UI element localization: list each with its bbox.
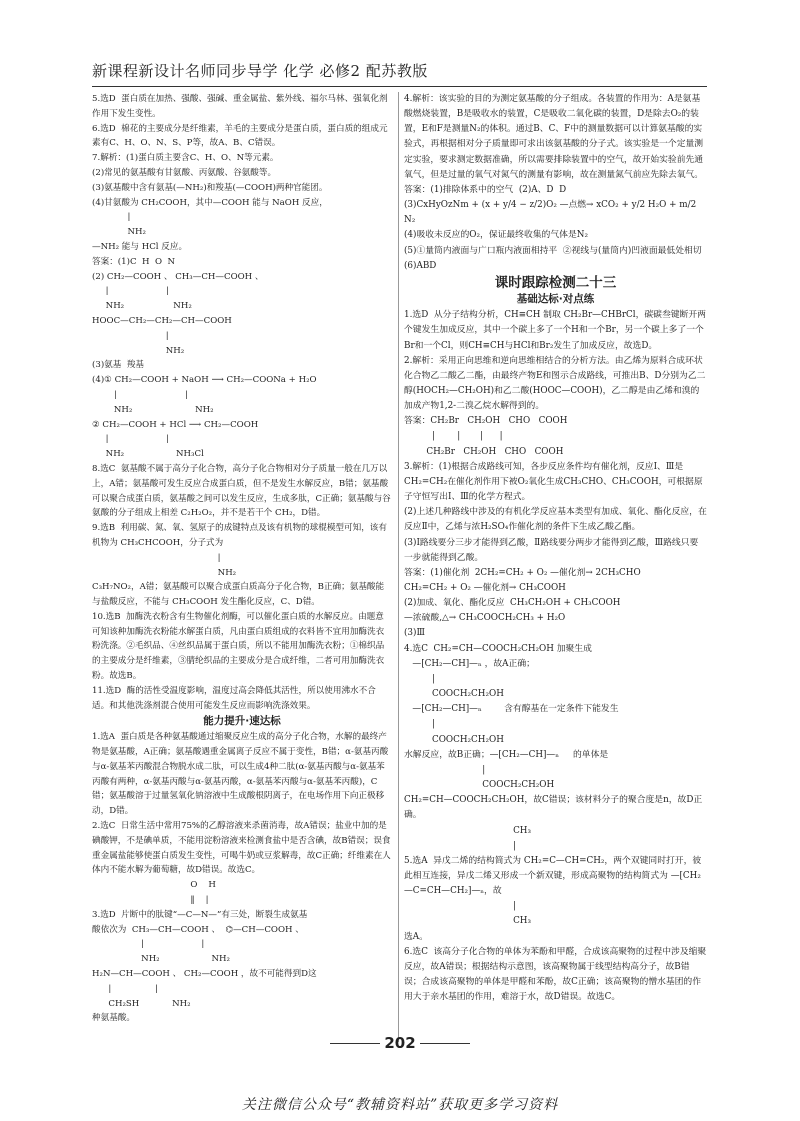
text-block: 2.解析：采用正向思维和逆向思维相结合的分析方法。由乙烯为原料合成环状化合物乙二酸乙二酯，由最终产物E和图示合成路线，可推出B、D分别为乙二醇(HOCH₂—CH₂OH)和乙二酸(HOOC—COOH)，乙二醇是由乙烯和溴的加成产物1,2-二溴乙烷水解得到的。 bbox=[404, 355, 706, 412]
text-block: 9.选B 利用碳、氮、氧、氢原子的成键特点及该有机物的球棍模型可知，该有机物为 CH₃CHCOOH，分子式为 | NH₂ bbox=[92, 523, 387, 578]
text-block: 1.选D 从分子结构分析，CH≡CH 制取 CH₂Br—CHBrCl，碳碳叁键断开两个键发生加成反应，其中一个碳上多了一个H和一个Br，另一个碳上多了一个Br和一个Cl，则CH≡CH与HCl和Br₂发生了加成反应，故选D。 bbox=[404, 310, 706, 351]
text-block: | NH₂ bbox=[127, 212, 146, 238]
text-block: (3)氨基 羧基 bbox=[92, 360, 145, 371]
text-block: (4)甘氨酸为 CH₂COOH，其中—COOH 能与 NaOH 反应， bbox=[92, 197, 328, 208]
text-block: H₂N—CH—COOH 、 CH₂—COOH ，故不可能得到D这 | | CH₂SH NH₂ bbox=[92, 969, 317, 1009]
text-block: 2.选C 日常生活中常用75%的乙醇溶液来杀菌消毒，故A错误；盐业中加的是碘酸钾，不是碘单质，不能用淀粉溶液来检测食盐中是否含碘，故B错误；误食重金属盐能够使蛋白质发生变性，可喝牛奶或豆浆解毒，故C正确；纤维素在人体内不能水解为葡萄糖，故D错误。故选C。 bbox=[92, 821, 391, 876]
text-block: 水解反应，故B正确；—[CH₂—CH]—ₙ 的单体是 | COOCH₂CH₂OH bbox=[404, 749, 609, 791]
text-block: (2)加成、氧化、酯化反应 CH₃CH₂OH + CH₃COOH bbox=[404, 598, 621, 609]
text-block: 答案：CH₂Br CH₂OH CHO COOH | | | | CH₂Br CH₂OH CHO COOH bbox=[404, 416, 568, 457]
section-heading: 基础达标·对点练 bbox=[516, 293, 595, 306]
text-block: HOOC—CH₂—CH₂—CH—COOH | NH₂ bbox=[92, 315, 232, 356]
section-heading: 能力提升·速达标 bbox=[203, 715, 281, 728]
text-block: (4)① CH₂—COOH + NaOH ⟶ CH₂—COONa + H₂O | | NH₂ NH₂ bbox=[92, 375, 317, 415]
text-block: (2)常见的氨基酸有甘氨酸、丙氨酸、谷氨酸等。 bbox=[92, 167, 277, 178]
text-block: 酸依次为 CH₃—CH—COOH 、 ⌬—CH—COOH 、 | | NH₂ NH₂ bbox=[92, 924, 304, 965]
text-block: 3.解析：(1)根据合成路线可知，各步反应条件均有催化剂，反应Ⅰ、Ⅲ是CH₂=CH₂在催化剂作用下被O₂氧化生成CH₃CHO、CH₃COOH，可根据原子守恒写出Ⅰ、Ⅲ的化学方程式。 bbox=[404, 461, 703, 503]
text-block: (3)Ⅰ路线要分三步才能得到乙酸，Ⅱ路线要分两步才能得到乙酸，Ⅲ路线只要一步就能得到乙酸。 bbox=[404, 537, 699, 563]
header-rule bbox=[92, 86, 707, 87]
text-block: —NH₂ 能与 HCl 反应。 bbox=[92, 241, 188, 252]
text-block: O H ‖ | 3.选D 片断中的肽键“—C—N—”有三处，断裂生成氨基 bbox=[92, 880, 308, 920]
text-block: 1.选A 蛋白质是各种氨基酸通过缩聚反应生成的高分子化合物，水解的最终产物是氨基酸，A正确；氨基酸遇重金属离子反应不属于变性，B错；α-氨基丙酸与α-氨基苯丙酸混合物脱水成二肽，可以生成4种二肽(α-氨基丙酸与α-氨基苯丙酸有两种，α-氨基丙酸与α-氨基丙酸，α-氨基苯丙酸与α-氨基苯丙酸)，C错；氨基酸溶于过量氢氧化钠溶液中生成酸根阴离子，在电场作用下向正极移动，D错。 bbox=[92, 732, 389, 817]
right-column bbox=[404, 92, 707, 1005]
text-block: 6.选D 棉花的主要成分是纤维素，羊毛的主要成分是蛋白质，蛋白质的组成元素有C、H、O、N、S、P等，故A、B、C错误。 bbox=[92, 123, 388, 149]
text-block: —浓硫酸,△→ CH₃COOCH₂CH₃ + H₂O bbox=[404, 613, 566, 624]
text-block: CH₂=CH₂ + O₂ —催化剂→ CH₃COOH bbox=[404, 583, 566, 593]
page-number-rule-right bbox=[420, 1043, 470, 1044]
footer-note: 关注微信公众号“教辅资料站”获取更多学习资料 bbox=[241, 1097, 559, 1113]
text-block: (2) CH₂—COOH 、 CH₃—CH—COOH 、 | | NH₂ NH₂ bbox=[92, 271, 264, 312]
text-block: ② CH₂—COOH + HCl ⟶ CH₂—COOH | | NH₂ NH₃Cl bbox=[92, 419, 259, 460]
column-divider bbox=[398, 92, 399, 1042]
text-block: —[CH₂—CH]—ₙ 含有醇基在一定条件下能发生 | COOCH₂CH₂OH bbox=[412, 704, 619, 745]
text-block: 答案：(1)C H O N bbox=[92, 256, 175, 267]
left-column bbox=[92, 92, 392, 1026]
page-number: 202 bbox=[384, 1034, 416, 1052]
text-block: (3)氨基酸中含有氨基(—NH₂)和羧基(—COOH)两种官能团。 bbox=[92, 182, 328, 193]
text-block: 4.解析：该实验的目的为测定氨基酸的分子组成。各装置的作用为：A是氨基酸燃烧装置，B是吸收水的装置，C是吸收二氧化碳的装置，D是除去O₂的装置，E和F是测量N₂的体积。通过B、C、F中的测量数据可以计算氨基酸的实验式，再根据相对分子质量即可求出该氨基酸的分子式。该实验是一个定量测定实验，要求测定数据准确，所以需要排除装置中的空气，故开始实验前先通氧气，但是过量的氧气对氮气的测量有影响，故在测量氮气前应先除去氧气。 bbox=[404, 94, 704, 180]
text-block: (5)①量筒内液面与广口瓶内液面相持平 ②视线与(量筒内)凹液面最低处相切 (6)ABD bbox=[404, 245, 708, 271]
text-block: (3)Ⅲ bbox=[404, 628, 425, 639]
text-block: 4.选C CH₂=CH—COOCH₂CH₂OH 加聚生成 —[CH₂—CH]—ₙ ，故A正确； | COOCH₂CH₂OH bbox=[404, 643, 592, 700]
text-block: CH₃ | 5.选A 异戊二烯的结构简式为 CH₂=C—CH=CH₂，两个双键同时打开，彼此相互连接，异戊二烯又形成一个新双键，形成高聚物的结构简式为 —[CH₂—C=CH—CH₂]—ₙ，故 | CH₃ bbox=[404, 825, 702, 927]
text-block: 5.选D 蛋白质在加热、强酸、强碱、重金属盐、紫外线、福尔马林、强氧化剂作用下发生变性。 bbox=[92, 94, 388, 119]
text-block: (2)上述几种路线中涉及的有机化学反应基本类型有加成、氧化、酯化反应，在反应Ⅱ中，乙烯与浓H₂SO₄作催化剂的条件下生成乙酸乙酯。 bbox=[404, 507, 707, 533]
text-block: 11.选D 酶的活性受温度影响，温度过高会降低其活性，所以使用沸水不合适。和其他洗涤剂混合使用可能发生反应而影响洗涤效果。 bbox=[92, 685, 376, 711]
text-block: 8.选C 氨基酸不属于高分子化合物，高分子化合物相对分子质量一般在几万以上，A错；氨基酸可发生反应合成蛋白质，但不是发生水解反应，B错；氨基酸可以聚合成蛋白质，氨基酸之间可以发生反应，生成多肽，C正确；氨基酸与谷氨酸的分子组成上相差 C₂H₂O₂，并不是若干个 CH₂，D错。 bbox=[92, 463, 391, 519]
text-block: 选A。 bbox=[404, 931, 428, 942]
running-header: 新课程新设计名师同步导学 化学 必修2 配苏教版 bbox=[92, 62, 428, 80]
text-block: (3)CxHyOzNm + (x + y/4 − z/2)O₂ —点燃→ xCO₂ + y/2 H₂O + m/2 N₂ bbox=[404, 200, 700, 226]
text-block: (4)吸收未反应的O₂，保证最终收集的气体是N₂ bbox=[404, 230, 588, 241]
section-title: 课时跟踪检测二十三 bbox=[494, 274, 617, 291]
text-block: 答案：(1)排除体系中的空气 (2)A、D D bbox=[404, 184, 567, 195]
text-block: 答案：(1)催化剂 2CH₂=CH₂ + O₂ —催化剂→ 2CH₃CHO bbox=[404, 567, 641, 578]
text-block: CH₂=CH—COOCH₂CH₂OH，故C错误；该材料分子的聚合度是n，故D正确。 bbox=[404, 795, 703, 821]
text-block: C₃H₇NO₂，A错；氨基酸可以聚合成蛋白质高分子化合物，B正确；氨基酸能与盐酸反应，不能与 CH₃COOH 发生酯化反应，C、D错。 bbox=[92, 582, 385, 608]
text-block: 种氨基酸。 bbox=[92, 1013, 135, 1024]
text-block: 7.解析：(1)蛋白质主要含C、H、O、N等元素。 bbox=[92, 153, 279, 164]
text-block: 6.选C 该高分子化合物的单体为苯酚和甲醛，合成该高聚物的过程中涉及缩聚反应，故A错误；根据结构示意图，该高聚物属于线型结构高分子，故B错误；合成该高聚物的单体是甲醛和苯酚，故C正确；该高聚物的憎水基团的作用大于亲水基团的作用，难溶于水，故D错误。故选C。 bbox=[404, 946, 707, 1003]
text-block: 10.选B 加酶洗衣粉含有生物催化剂酶，可以催化蛋白质的水解反应。由题意可知该种加酶洗衣粉能水解蛋白质，凡由蛋白质组成的衣料皆不宜用加酶洗衣粉洗涤。②毛织品、④丝织品属于蛋白质，所以不能用加酶洗衣粉；①棉织品的主要成分是纤维素，③腈纶织品的主要成分是合成纤维，二者可用加酶洗衣粉。故选B。 bbox=[92, 611, 385, 682]
